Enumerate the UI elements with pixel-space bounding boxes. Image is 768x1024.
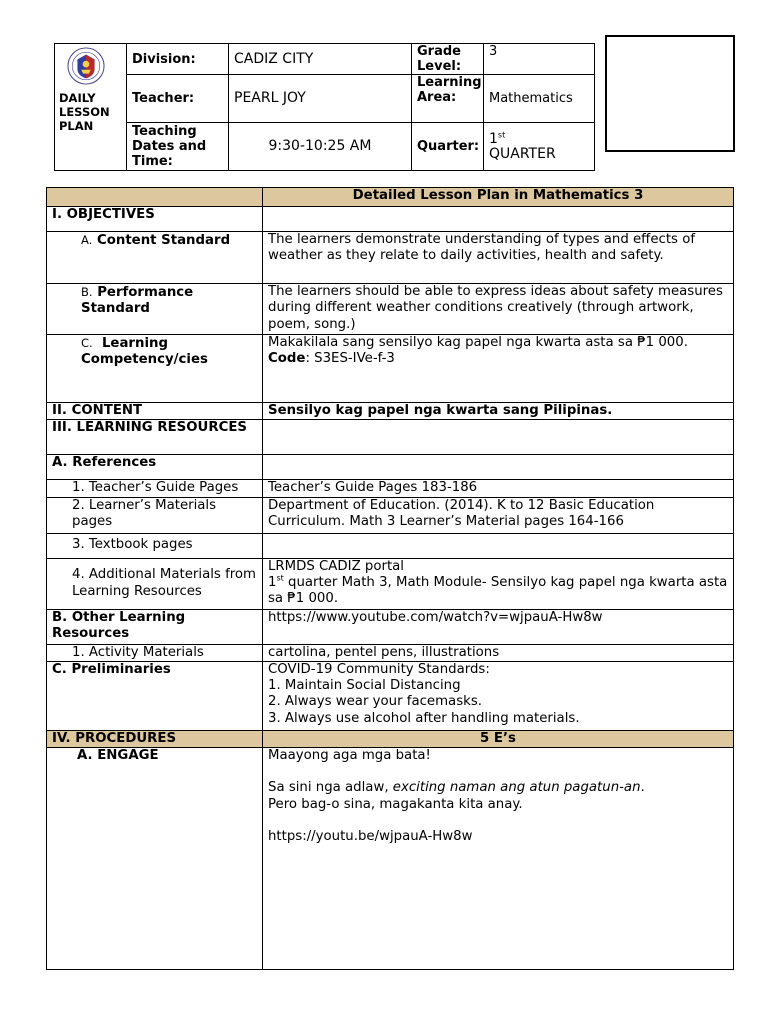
content-standard-text: The learners demonstrate understanding of types and effects of weather as they relate to daily activities, health and safety. [263,232,734,284]
prelim-line: COVID-19 Community Standards: [268,661,490,677]
additional-materials-value: LRMDS CADIZ portal 1st quarter Math 3, Math Module- Sensilyo kag papel nga kwarta asta sa ₱1 000. [263,558,734,609]
textbook-label: 3. Textbook pages [47,533,263,558]
teacher-value: PEARL JOY [229,75,412,123]
teachers-guide-label: 1. Teacher’s Guide Pages [47,480,263,497]
engage-text: Maayong aga mga bata! Sa sini nga adlaw, exciting naman ang atun pagatun-an. Pero bag-o sina, magakanta kita anay. https://youtu.be/wjpauA-Hw8w [263,748,734,970]
prelim-line: 2. Always wear your facemasks. [268,694,482,710]
photo-box [605,35,735,152]
engage-video-link[interactable]: https://youtu.be/wjpauA-Hw8w [268,829,473,845]
learning-resources-blank [263,420,734,455]
engage-greeting: Maayong aga mga bata! [268,748,431,764]
logo-cell [55,44,127,171]
prelim-line: 1. Maintain Social Distancing [268,678,461,694]
teacher-label: Teacher: [127,75,229,123]
teachers-guide-value: Teacher’s Guide Pages 183-186 [263,480,734,497]
activity-materials-label: 1. Activity Materials [47,644,263,661]
performance-standard-label: B. Performance Standard [47,284,263,335]
engage-label: A. ENGAGE [47,748,263,970]
title-blank-cell [47,188,263,207]
learning-resources-label: III. LEARNING RESOURCES [47,420,263,455]
teaching-dates-value: 9:30-10:25 AM [229,123,412,171]
procedures-label: IV. PROCEDURES [47,730,263,747]
activity-materials-value: cartolina, pentel pens, illustrations [263,644,734,661]
plan-title: Detailed Lesson Plan in Mathematics 3 [263,188,734,207]
performance-standard-text: The learners should be able to express ideas about safety measures during different weather conditions creatively (through artwork, poem, song.) [263,284,734,335]
quarter-value: 1st QUARTER [484,123,595,171]
daily-lesson-plan-label: DAILY LESSON PLAN [59,91,110,133]
content-label: II. CONTENT [47,403,263,420]
header-table [54,43,595,171]
preliminaries-label: C. Preliminaries [47,661,263,730]
five-es-label: 5 E’s [263,730,734,747]
other-resources-link[interactable]: https://www.youtube.com/watch?v=wjpauA-Hw8w [263,609,734,644]
competency-text: Makakilala sang sensilyo kag papel nga kwarta asta sa ₱1 000. Code: S3ES-IVe-f-3 [263,335,734,403]
teaching-dates-label: Teaching Dates and Time: [127,123,229,171]
grade-level-value: 3 [484,44,595,75]
learners-materials-label: 2. Learner’s Materials pages [47,497,263,533]
deped-seal-icon [67,47,105,85]
division-label: Division: [127,44,229,75]
references-blank [263,455,734,480]
learners-materials-value: Department of Education. (2014). K to 12 Basic Education Curriculum. Math 3 Learner’s Material pages 164-166 [263,497,734,533]
competency-label: C. Learning Competency/cies [47,335,263,403]
preliminaries-text [263,661,734,730]
learning-area-label: Learning Area: [412,75,484,123]
objectives-blank [263,207,734,232]
lesson-plan-table [46,187,734,970]
learning-area-value: Mathematics [484,75,595,123]
objectives-label: I. OBJECTIVES [47,207,263,232]
references-label: A. References [47,455,263,480]
grade-level-label: Grade Level: [412,44,484,75]
other-resources-label: B. Other Learning Resources [47,609,263,644]
textbook-value [263,533,734,558]
quarter-label: Quarter: [412,123,484,171]
additional-materials-label: 4. Additional Materials from Learning Resources [47,558,263,609]
division-value: CADIZ CITY [229,44,412,75]
content-text: Sensilyo kag papel nga kwarta sang Pilipinas. [263,403,734,420]
content-standard-label: A. Content Standard [47,232,263,284]
prelim-line: 3. Always use alcohol after handling materials. [268,710,580,726]
